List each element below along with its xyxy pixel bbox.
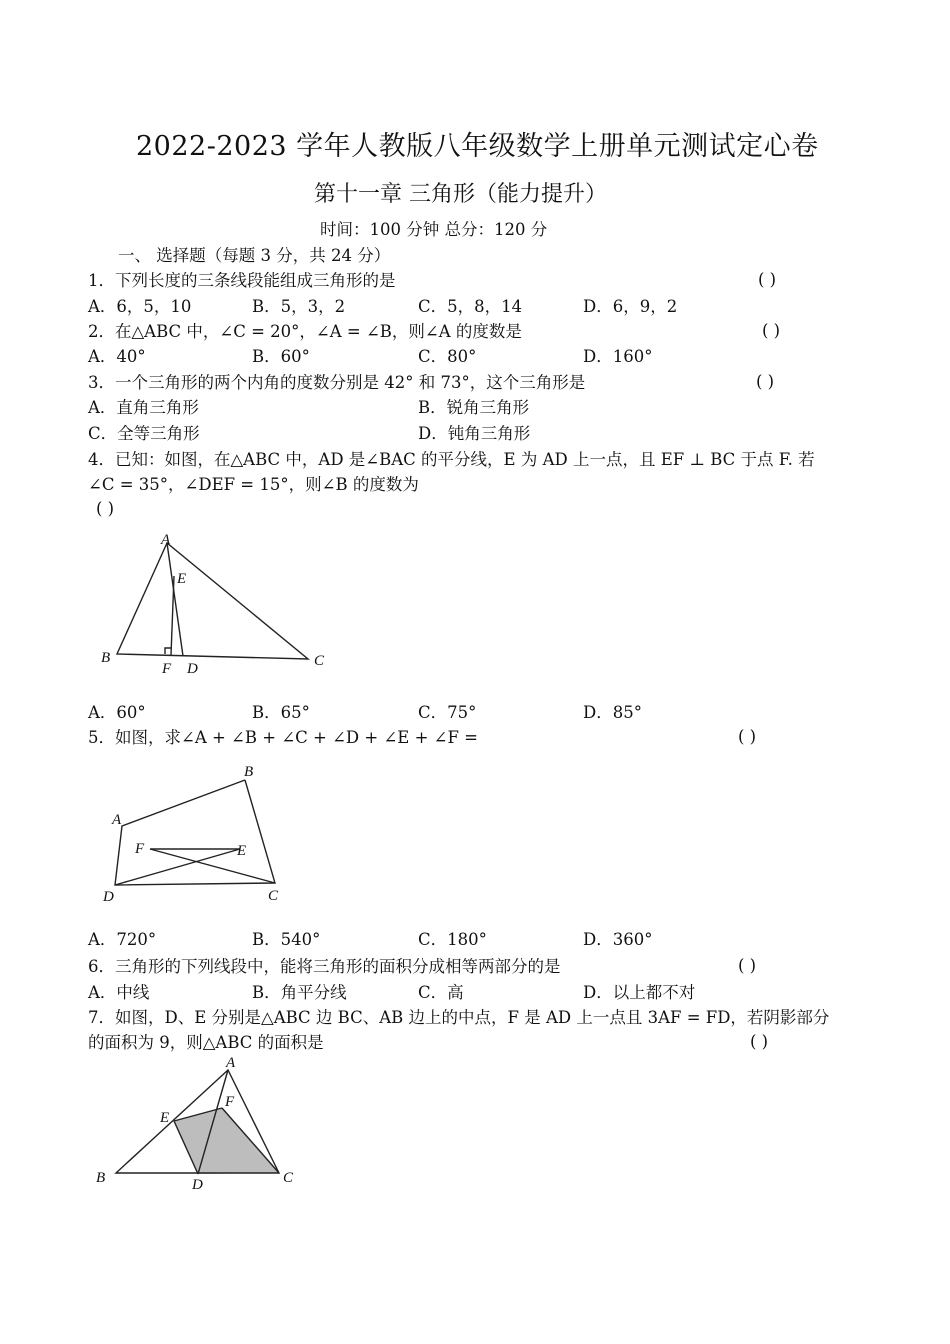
q4-bisector-ad — [167, 543, 183, 656]
q4-figure — [95, 532, 340, 682]
q1-option-b: B．5，3，2 — [252, 297, 346, 316]
q5-label-f: F — [135, 841, 145, 857]
q4-option-d: D．85° — [583, 703, 642, 722]
q5-answer-paren: ( ) — [738, 727, 757, 746]
q1-option-d: D．6，9，2 — [583, 297, 678, 316]
q4-right-angle-mark — [165, 648, 171, 654]
q1-stem: 1．下列长度的三条线段能组成三角形的是 — [88, 271, 396, 290]
q1-answer-paren: ( ) — [758, 270, 777, 289]
q6-option-b: B．角平分线 — [252, 983, 347, 1002]
q6-option-d: D．以上都不对 — [583, 983, 696, 1002]
q5-label-e: E — [237, 843, 247, 859]
q7-figure — [90, 1050, 310, 1195]
q6-option-a: A．中线 — [88, 983, 150, 1002]
q7-label-d: D — [192, 1177, 203, 1193]
q5-label-d: D — [103, 889, 114, 905]
q7-label-c: C — [283, 1170, 294, 1186]
q4-option-c: C．75° — [418, 703, 477, 722]
q5-line-fc — [150, 849, 275, 883]
section-heading: 一、 选择题（每题 3 分，共 24 分） — [118, 246, 391, 265]
q3-option-c: C．全等三角形 — [88, 424, 200, 443]
q7-answer-paren: ( ) — [750, 1032, 769, 1051]
q6-answer-paren: ( ) — [738, 956, 757, 975]
q1-option-c: C．5，8，14 — [418, 297, 523, 316]
q3-option-b: B．锐角三角形 — [418, 398, 530, 417]
q5-quad-abcd — [115, 780, 275, 885]
q4-answer-paren: ( ) — [96, 499, 115, 518]
q6-stem: 6．三角形的下列线段中，能将三角形的面积分成相等两部分的是 — [88, 957, 561, 976]
q5-label-b: B — [244, 764, 254, 780]
q3-option-a: A．直角三角形 — [88, 398, 199, 417]
q3-answer-paren: ( ) — [756, 372, 775, 391]
q3-stem: 3．一个三角形的两个内角的度数分别是 42° 和 73°，这个三角形是 — [88, 373, 586, 392]
q1-option-a: A．6，5，10 — [88, 297, 192, 316]
q7-label-e: E — [160, 1110, 170, 1126]
exam-meta: 时间：100 分钟 总分：120 分 — [320, 220, 548, 239]
q4-triangle-abc — [117, 543, 308, 659]
q2-stem: 2．在△ABC 中，∠C = 20°，∠A = ∠B，则∠A 的度数是 — [88, 322, 522, 341]
q4-option-b: B．65° — [252, 703, 310, 722]
q4-label-f: F — [162, 661, 172, 677]
q5-line-de — [115, 849, 240, 885]
q2-option-c: C．80° — [418, 347, 477, 366]
q7-label-b: B — [96, 1170, 106, 1186]
q4-label-b: B — [101, 650, 111, 666]
q5-label-c: C — [268, 888, 279, 904]
q7-label-a: A — [226, 1055, 236, 1071]
q5-label-a: A — [112, 812, 122, 828]
q4-label-e: E — [177, 571, 187, 587]
q5-option-d: D．360° — [583, 930, 653, 949]
q2-option-a: A．40° — [88, 347, 146, 366]
q7-stem-line2: 的面积为 9，则△ABC 的面积是 — [88, 1033, 324, 1052]
q2-answer-paren: ( ) — [762, 321, 781, 340]
page-title: 2022-2023 学年人教版八年级数学上册单元测试定心卷 — [136, 131, 819, 162]
q5-option-c: C．180° — [418, 930, 487, 949]
q5-figure — [95, 758, 295, 908]
q2-option-b: B．60° — [252, 347, 310, 366]
q4-stem-line2: ∠C = 35°，∠DEF = 15°，则∠B 的度数为 — [88, 475, 419, 494]
q4-label-c: C — [314, 653, 325, 669]
q5-option-a: A．720° — [88, 930, 157, 949]
q4-stem-line1: 4．已知：如图，在△ABC 中，AD 是∠BAC 的平分线，E 为 AD 上一点，且 EF ⊥ BC 于点 F. 若 — [88, 450, 815, 469]
chapter-subtitle: 第十一章 三角形（能力提升） — [314, 182, 607, 207]
q7-label-f: F — [225, 1094, 235, 1110]
q4-option-a: A．60° — [88, 703, 146, 722]
q5-stem: 5．如图，求∠A + ∠B + ∠C + ∠D + ∠E + ∠F = — [88, 728, 478, 747]
q4-label-d: D — [187, 661, 198, 677]
q4-label-a: A — [161, 532, 171, 548]
q6-option-c: C．高 — [418, 983, 464, 1002]
q5-option-b: B．540° — [252, 930, 321, 949]
q3-option-d: D．钝角三角形 — [418, 424, 531, 443]
q4-perpendicular-ef — [171, 576, 174, 655]
q2-option-d: D．160° — [583, 347, 653, 366]
q7-stem-line1: 7．如图，D、E 分别是△ABC 边 BC、AB 边上的中点，F 是 AD 上一点且 3AF = FD，若阴影部分 — [88, 1008, 830, 1027]
